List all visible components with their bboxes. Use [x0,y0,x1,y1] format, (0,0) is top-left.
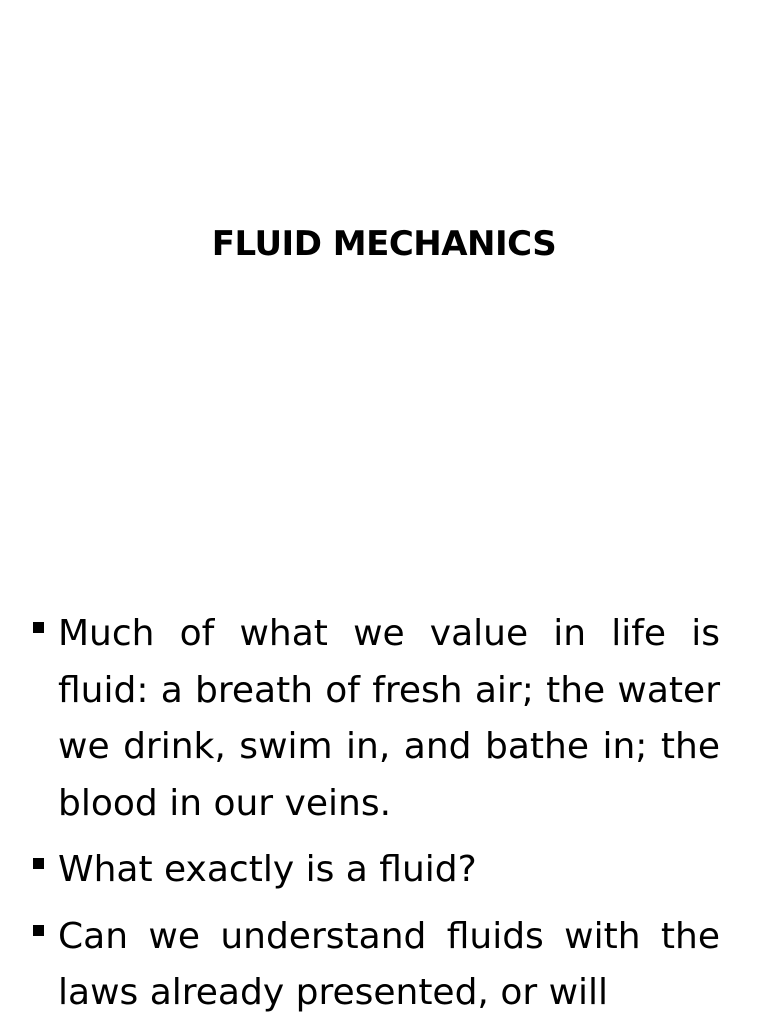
bullet-text: Can we understand fluids with the laws already presented, or will [58,915,720,1013]
bullet-list [30,606,720,1032]
square-bullet-icon [33,622,44,633]
square-bullet-icon [33,858,44,869]
bullet-item [30,606,720,832]
bullet-text: Much of what we value in life is fluid: a breath of fresh air; the water we drink, swim in, and bathe in; the blood in our veins. [58,613,720,824]
square-bullet-icon [33,925,44,936]
slide-title: FLUID MECHANICS [211,224,557,264]
bullet-item [30,909,720,1022]
bullet-text: What exactly is a fluid? [58,849,477,890]
bullet-item [30,842,720,899]
